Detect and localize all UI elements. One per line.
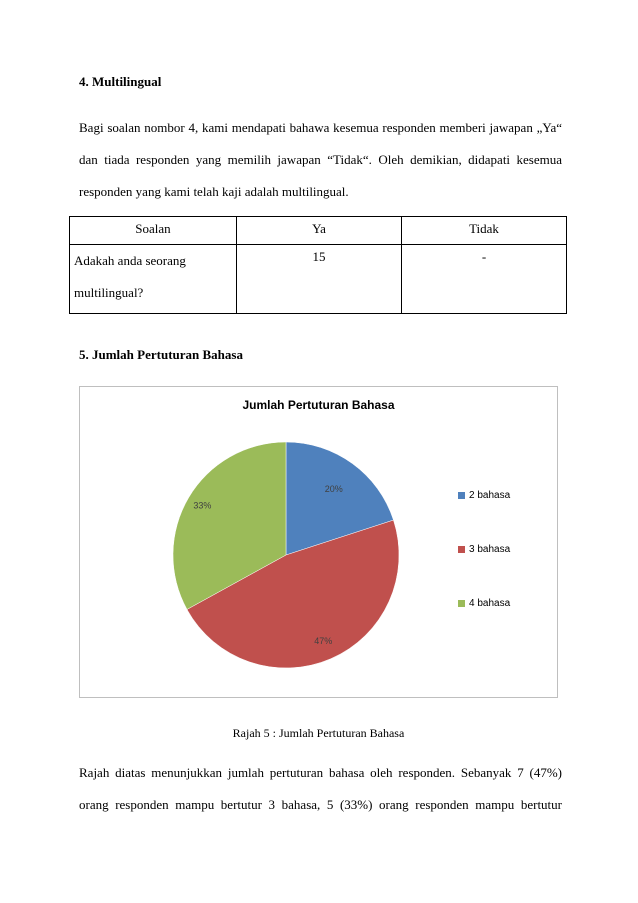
question-line: Adakah anda seorang <box>74 253 186 268</box>
section-5-paragraph <box>79 757 562 821</box>
table-header-tidak: Tidak <box>402 217 567 245</box>
question-line: multilingual? <box>74 285 144 300</box>
legend-swatch <box>458 546 465 553</box>
legend-label: 4 bahasa <box>469 598 511 609</box>
chart-title: Jumlah Pertuturan Bahasa <box>242 398 395 412</box>
pie-data-label: 20% <box>324 484 343 495</box>
legend-label: 3 bahasa <box>469 544 511 555</box>
legend-swatch <box>458 600 465 607</box>
section-4-paragraph-line: Bagi soalan nombor 4, kami mendapati bahawa kesemua responden memberi jawapan „Ya“ <box>79 120 562 135</box>
table-header-soalan: Soalan <box>70 217 237 245</box>
figure-caption: Rajah 5 : Jumlah Pertuturan Bahasa <box>232 726 405 740</box>
legend-swatch <box>458 492 465 499</box>
pie-data-label: 33% <box>193 500 212 511</box>
table-cell-ya: 15 <box>237 245 402 314</box>
legend-label: 2 bahasa <box>469 490 511 501</box>
section-5-heading: 5. Jumlah Pertuturan Bahasa <box>79 347 243 362</box>
legend-item-4-bahasa <box>458 598 510 609</box>
legend-item-3-bahasa <box>458 544 510 555</box>
section-4-heading: 4. Multilingual <box>79 74 162 89</box>
section-4-paragraph-line: responden yang kami telah kaji adalah multilingual. <box>79 184 349 199</box>
pie-data-label: 47% <box>314 636 333 647</box>
table-header-ya: Ya <box>237 217 402 245</box>
legend-item-2-bahasa <box>458 490 510 501</box>
section-4-paragraph-line: dan tiada responden yang memilih jawapan “Tidak“. Oleh demikian, didapati kesemua <box>79 152 562 167</box>
section-5-paragraph-line: Rajah diatas menunjukkan jumlah pertuturan bahasa oleh responden. Sebanyak 7 (47%) <box>79 765 562 780</box>
table-cell-tidak: - <box>402 245 567 314</box>
section-5-paragraph-line: orang responden mampu bertutur 3 bahasa, 5 (33%) orang responden mampu bertutur <box>79 797 562 812</box>
